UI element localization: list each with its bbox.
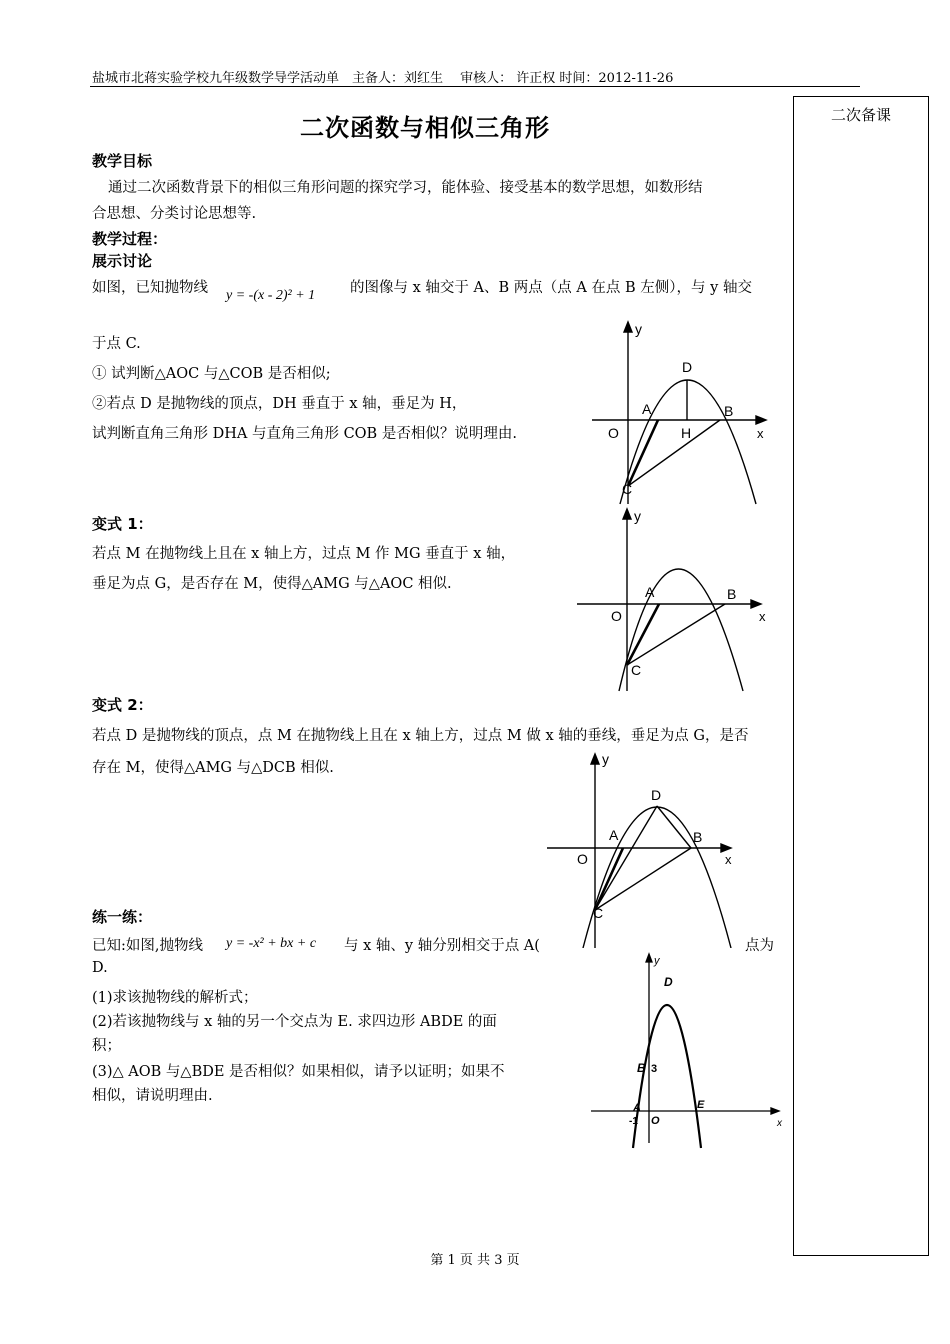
figure-1-parabola — [590, 318, 780, 508]
goal-text-line1: 通过二次函数背景下的相似三角形问题的探究学习，能体验、接受基本的数学思想，如数形结 — [108, 180, 703, 196]
fig2-label-y: y — [634, 508, 641, 524]
fig2-y-arrow — [623, 509, 631, 519]
fig4-y-arrow — [646, 954, 652, 962]
question-2b: 试判断直角三角形 DHA 与直角三角形 COB 是否相似？说明理由. — [92, 426, 517, 442]
intro-prefix: 如图，已知抛物线 — [92, 280, 208, 296]
fig1-x-arrow — [756, 416, 766, 424]
header-divider — [90, 86, 860, 87]
variant2-heading: 变式 2： — [92, 696, 153, 714]
fig4-label-y: y — [654, 955, 660, 967]
fig1-y-arrow — [624, 322, 632, 332]
fig2-label-c: C — [631, 662, 642, 678]
practice-q2a: (2)若该抛物线与 x 轴的另一个交点为 E. 求四边形 ABDE 的面 — [92, 1014, 497, 1030]
figure-4-parabola — [585, 948, 790, 1153]
fig3-label-x: x — [725, 852, 732, 867]
fig3-db-line — [657, 806, 691, 848]
fig3-x-arrow — [721, 844, 731, 852]
figure-2-parabola — [575, 505, 775, 693]
variant1-line2: 垂足为点 G，是否存在 M，使得△AMG 与△AOC 相似. — [92, 576, 452, 592]
fig1-label-h: H — [681, 425, 692, 441]
fig4-label-b: B — [637, 1061, 646, 1075]
variant1-line1: 若点 M 在抛物线上且在 x 轴上方，过点 M 作 MG 垂直于 x 轴， — [92, 546, 516, 562]
intro-suffix: 的图像与 x 轴交于 A、B 两点（点 A 在点 B 左侧），与 y 轴交 — [350, 280, 752, 296]
secondary-prep-column — [793, 96, 929, 1256]
fig2-label-o: O — [611, 608, 622, 624]
practice-suffix: 与 x 轴、y 轴分别相交于点 A( — [344, 938, 540, 954]
parabola-formula: y = -(x - 2)² + 1 — [226, 288, 316, 303]
fig4-label-3: 3 — [651, 1063, 658, 1075]
fig3-label-y: y — [602, 751, 609, 767]
fig3-label-c: C — [593, 905, 604, 921]
fig1-label-y: y — [635, 321, 642, 337]
fig4-label-e: E — [697, 1099, 705, 1111]
fig3-label-d: D — [651, 787, 662, 803]
fig3-label-a: A — [609, 827, 619, 843]
fig4-label-x: x — [777, 1118, 782, 1129]
fig1-label-a: A — [642, 401, 652, 417]
fig4-x-arrow — [771, 1108, 779, 1114]
fig1-parabola-curve — [620, 380, 756, 504]
variant2-line2: 存在 M，使得△AMG 与△DCB 相似. — [92, 760, 334, 776]
fig4-label-o: O — [651, 1115, 660, 1127]
fig2-label-b: B — [727, 586, 737, 602]
figure-3-parabola — [545, 748, 750, 948]
process-heading: 教学过程： — [92, 230, 168, 248]
fig4-parabola-curve — [633, 1005, 701, 1148]
fig4-label-d: D — [664, 975, 673, 989]
fig3-parabola-curve — [583, 807, 731, 948]
goal-heading: 教学目标 — [92, 152, 153, 170]
practice-q1: (1)求该抛物线的解析式； — [92, 990, 258, 1006]
variant1-heading: 变式 1： — [92, 515, 153, 533]
practice-prefix: 已知:如图,抛物线 — [92, 938, 203, 954]
fig1-label-c: C — [622, 481, 633, 497]
page-title: 二次函数与相似三角形 — [300, 114, 550, 142]
variant2-line1: 若点 D 是抛物线的顶点，点 M 在抛物线上且在 x 轴上方，过点 M 做 x 轴的垂线，垂足为点 G，是否 — [92, 728, 749, 744]
fig3-label-o: O — [577, 851, 588, 867]
practice-q2b: 积； — [92, 1038, 121, 1054]
secondary-prep-title: 二次备课 — [830, 106, 891, 124]
practice-line2: D. — [92, 960, 108, 976]
page-header: 盐城市北蒋实验学校九年级数学导学活动单 主备人：刘红生 审核人： 许正权 时间：2012-11-26 — [92, 71, 674, 86]
fig2-label-a: A — [645, 584, 655, 600]
practice-tail: 点为 — [745, 938, 774, 954]
fig1-label-o: O — [608, 425, 619, 441]
fig3-y-arrow — [591, 754, 599, 764]
fig4-label-neg1: -1 — [629, 1116, 638, 1127]
goal-text-line2: 合思想、分类讨论思想等. — [92, 206, 257, 222]
display-heading: 展示讨论 — [92, 252, 153, 270]
fig3-label-b: B — [693, 829, 703, 845]
fig1-label-b: B — [724, 403, 734, 419]
practice-q3a: (3)△ AOB 与△BDE 是否相似？如果相似，请予以证明；如果不 — [92, 1064, 505, 1080]
practice-heading: 练一练： — [92, 908, 153, 926]
fig2-x-arrow — [751, 600, 761, 608]
fig1-label-d: D — [682, 359, 693, 375]
page-footer: 第 1 页 共 3 页 — [430, 1253, 520, 1268]
fig1-label-x: x — [757, 426, 764, 441]
fig2-label-x: x — [759, 609, 766, 624]
question-2: ②若点 D 是抛物线的顶点，DH 垂直于 x 轴，垂足为 H， — [92, 396, 467, 412]
fig4-label-a: A — [633, 1102, 641, 1114]
practice-formula: y = -x² + bx + c — [226, 936, 317, 951]
fig3-cd-line — [595, 806, 657, 910]
intro-line2: 于点 C. — [92, 336, 141, 352]
practice-q3b: 相似，请说明理由. — [92, 1088, 213, 1104]
question-1: ① 试判断△AOC 与△COB 是否相似; — [92, 366, 331, 382]
